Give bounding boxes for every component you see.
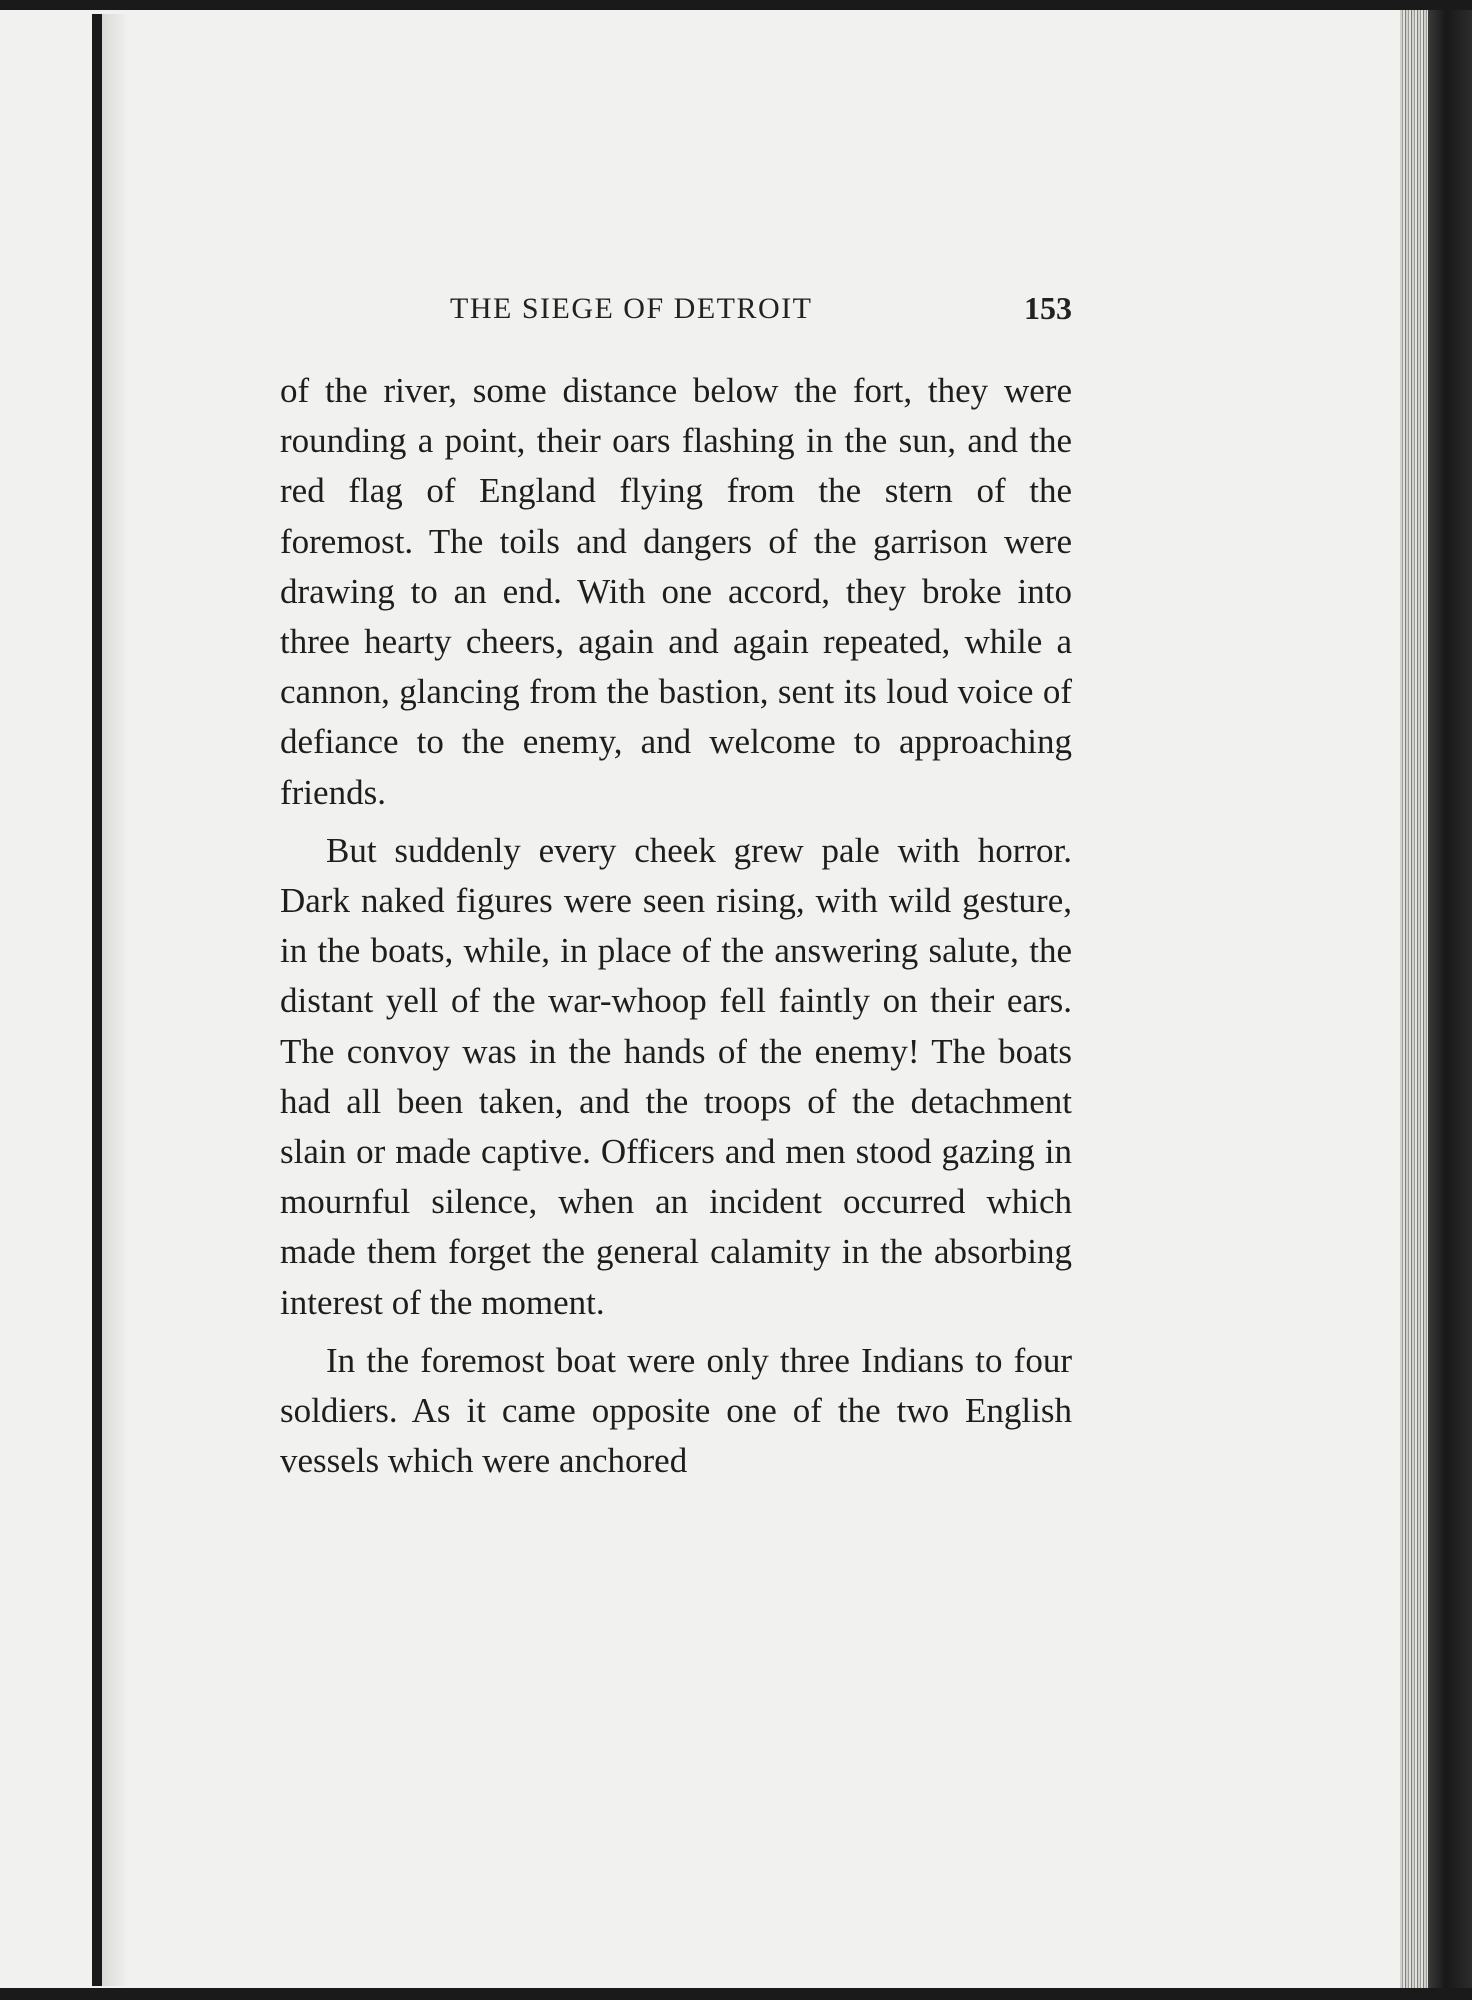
body-text (280, 366, 1072, 1494)
book-binding (1428, 10, 1472, 2000)
gutter-shadow (102, 14, 128, 1986)
running-head-title: THE SIEGE OF DETROIT (450, 292, 813, 325)
page-paper (0, 10, 1426, 2000)
running-head (280, 292, 1072, 336)
bottom-scan-edge (0, 1988, 1472, 2000)
paragraph-3: In the foremost boat were only three Indians to four soldiers. As it came opposite one of the two English vessels which were anchored (280, 1340, 1072, 1481)
gutter-line (92, 14, 102, 1986)
paragraph-2: But suddenly every cheek grew pale with horror. Dark naked figures were seen rising, with wild gesture, in the boats, while, in place of the answering salute, the distant yell of the war-whoop fell faintly on their ears. The convoy was in the hands of the enemy! The boats had all been taken, and the troops of the detachment slain or made captive. Officers and men stood gazing in mournful silence, when an incident occurred which made them forget the general calamity in the absorbing interest of the moment. (280, 830, 1072, 1322)
page-number: 153 (1024, 290, 1072, 326)
paragraph-1: of the river, some distance below the fort, they were rounding a point, their oars flashing in the sun, and the red flag of England flying from the stern of the foremost. The toils and dangers of the garrison were drawing to an end. With one accord, they broke into three hearty cheers, again and again repeated, while a cannon, glancing from the bastion, sent its loud voice of defiance to the enemy, and welcome to approaching friends. (280, 371, 1072, 812)
